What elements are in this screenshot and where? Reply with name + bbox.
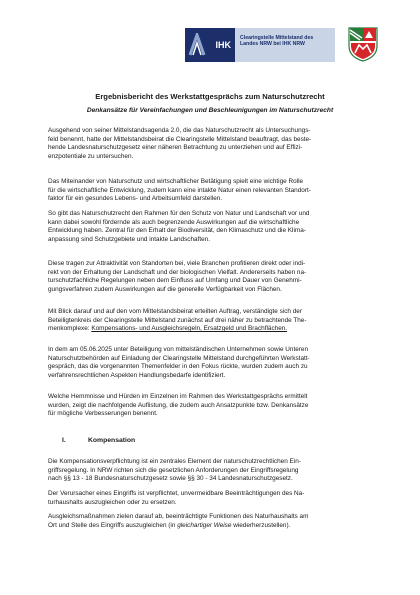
paragraph-line [48,325,378,334]
paragraph-line: für mögliche Verbesserungen benennt. [48,410,158,418]
paragraph-line: verfahrensrechtlichen Aspekten Handlungsbedarfe identifiziert. [48,372,226,380]
paragraph-line: So gibt das Naturschutzrecht den Rahmen für den Schutz von Natur und Landschaft vor und [48,210,310,217]
paragraph [48,210,378,245]
paragraph-line: gespräch, das die vorgenannten Themenfelder in den Fokus rückte, wurden zudem auch zu [48,363,308,371]
section-heading [62,437,135,444]
paragraph-line: Welche Hemmnisse und Hürden im Einzelnen im Rahmen des Werkstattgesprächs ermittelt [48,393,308,400]
paragraph-line: Der Verursacher eines Eingriffs ist verpflichtet, unvermeidbare Beeinträchtigungen des Na- [48,490,305,497]
paragraph-line: kann dabei sowohl fördernde als auch begrenzende Auswirkungen auf die wirtschaftliche [48,218,300,226]
paragraph-line [48,522,378,531]
ihk-logo-text: IHK [215,40,231,50]
paragraph-line: Ausgleichsmaßnahmen zielen darauf ab, beeinträchtigte Funktionen des Naturhaushalts am [48,513,309,520]
paragraph [48,308,378,334]
paragraph-line: hende Landesnaturschutzgesetz einer näheren Betrachtung zu unterziehen und auf Effizi- [48,144,303,152]
paragraph [48,393,378,419]
paragraph-text: wiederherzustellen). [231,521,291,529]
org-line: Clearingstelle Mittelstand des [240,35,314,41]
org-line: Landes NRW bei IHK NRW [240,41,305,48]
paragraph [48,127,378,162]
paragraph-line: wurden, zeigt die nachfolgende Auflistung, die zudem auch Ansatzpunkte bzw. Denkansätze [48,401,309,409]
paragraph-text: Ort und Stelle des Eingriffs auszugleichen (in [48,521,178,529]
paragraph-line: rekt von der Erhaltung der Landschaft und der biologischen Vielfalt. Andererseits haben na- [48,268,307,276]
paragraph-line: feld benennt, hatte der Mittelstandsbeirat die Clearingstelle Mittelstand beauftragt, das bestе- [48,135,312,143]
paragraph-line: anpassung sind Schutzgebiete und intakte Landschaften. [48,236,211,244]
paragraph-line: Entwicklung haben. Zentral für den Erhalt der Biodiversität, den Klimaschutz und die Klima- [48,227,306,235]
document-title: Ergebnisbericht des Werkstattgesprächs zum Naturschutzrecht [95,92,325,101]
paragraph [48,490,378,507]
paragraph [48,458,378,484]
paragraph-line: In dem am 05.06.2025 unter Beteiligung von mittelständischen Unternehmen sowie Unteren [48,346,309,353]
paragraph-line: faktor für ein gesundes Lebens- und Arbeitsumfeld darstellen. [48,195,223,203]
nrw-crest-icon [345,26,381,62]
paragraph-line: Naturschutzbehörden auf Einladung der Clearingstelle Mittelstand durchgeführten Werkstatt- [48,354,310,362]
emphasis-text: gleichartiger Weise [177,521,232,529]
paragraph-text: menkomplexe: [48,325,92,333]
clearingstelle-label [235,28,335,62]
document-subtitle: Denkansätze für Vereinfachungen und Beschleunigungen im Naturschutzrecht [86,107,334,114]
paragraph-line: Beteiligtenkreis der Clearingstelle Mittelstand zunächst auf drei näher zu betrachtende The- [48,316,307,324]
paragraph-line: turschutzfachliche Regelungen neben dem Einfluss auf Umfang und Dauer von Genehmi- [48,277,302,285]
paragraph [48,346,378,381]
paragraph-line: Die Kompensationsverpflichtung ist ein zentrales Element der naturschutzrechtlichen Ein- [48,458,301,465]
paragraph-line: für die wirtschaftliche Entwicklung, zudem kann eine intakte Natur einen relevanten Standort- [48,186,311,194]
paragraph [48,513,378,530]
paragraph-line: Diese tragen zur Attraktivität von Standorten bei, viele Branchen profitieren direkt oder indi- [48,260,306,267]
section-title: Kompensation [88,437,136,444]
paragraph-line: turhaushalts auszugleichen oder zu ersetzen. [48,498,177,506]
paragraph [48,260,378,295]
paragraph-line: Das Miteinander von Naturschutz und wirtschaftlicher Betätigung spielt eine wichtige Rolle [48,178,304,185]
paragraph-line: nach §§ 13 - 18 Bundesnaturschutzgesetz sowie §§ 30 - 34 Landesnaturschutzgesetz. [48,475,293,483]
ihk-wave-icon [188,33,206,57]
paragraph-line: Ausgehend von seiner Mittelstandsagenda 2.0, die das Naturschutzrecht als Untersuchungs- [48,127,311,134]
paragraph [48,178,378,204]
paragraph-line: enzpotentiale zu untersuchen. [48,153,134,161]
section-number: I. [62,437,66,444]
paragraph-line: griffsregelung. In NRW richten sich die gesetzlichen Anforderungen der Eingriffsregelung [48,466,299,474]
paragraph-line: Mit Blick darauf und auf den vom Mittelstandsbeirat erteilten Auftrag, verständigte sich der [48,308,302,315]
topic-list: Kompensations- und Ausgleichsregeln, Ersatzgeld und Brachflächen. [91,325,288,333]
header-logo-bar [185,28,387,62]
paragraph-line: gungsverfahren zudem Auswirkungen auf die generelle Verfügbarkeit von Flächen. [48,286,282,294]
ihk-logo [185,28,235,62]
